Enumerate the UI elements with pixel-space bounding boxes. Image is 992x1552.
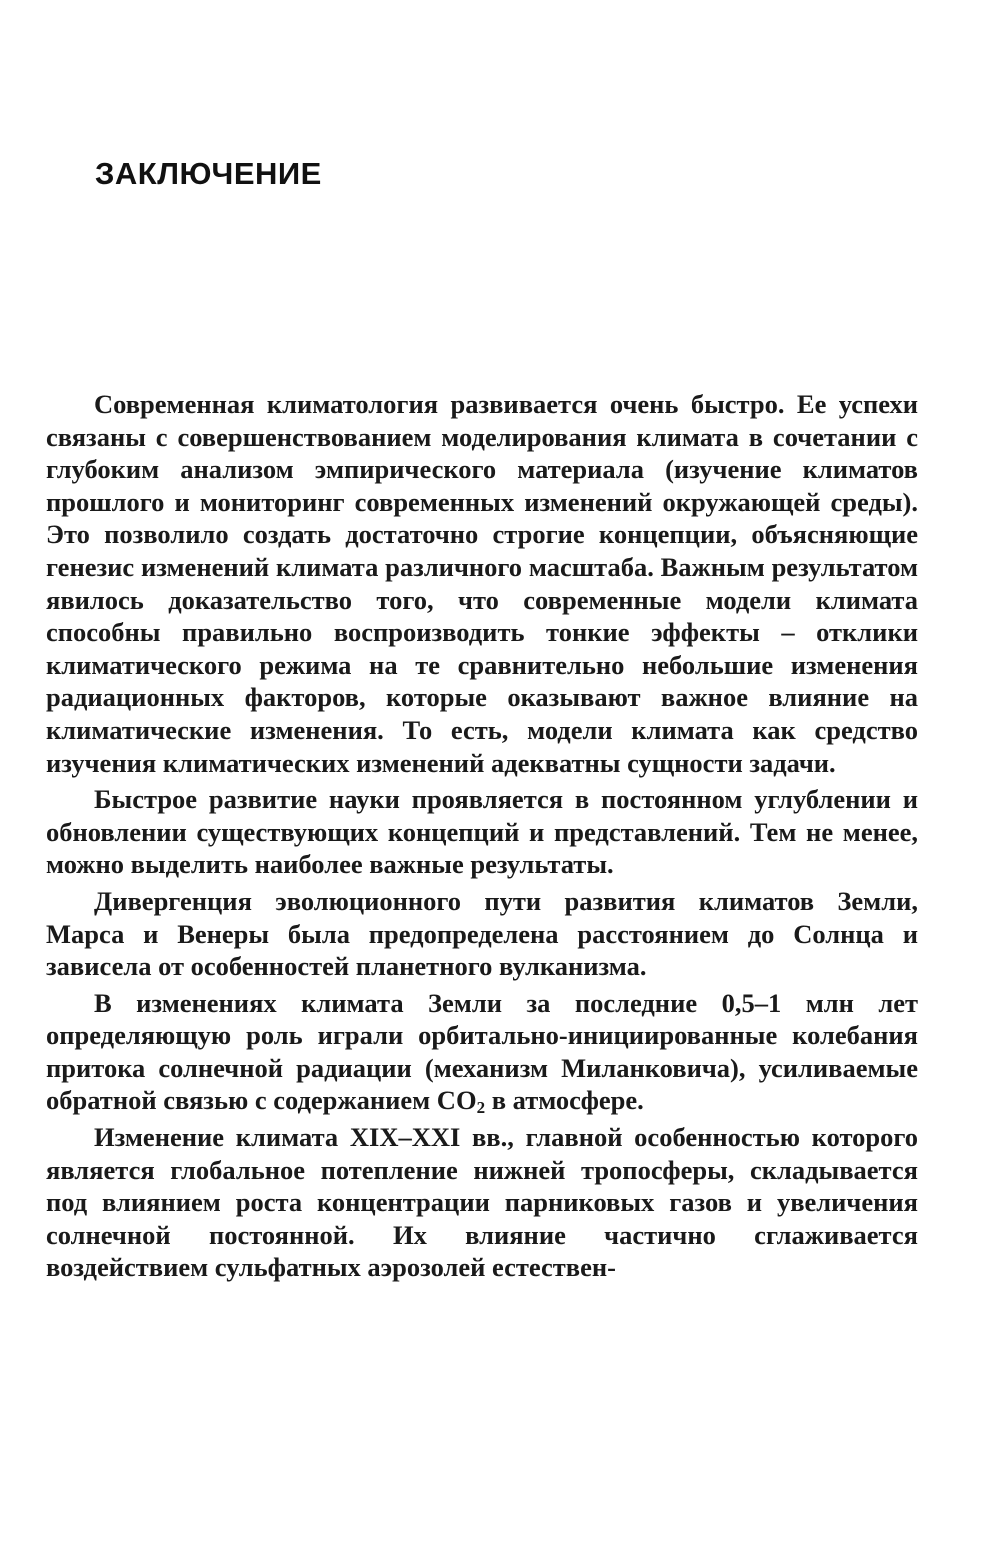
paragraph-4-text-after: в атмосфере. bbox=[485, 1085, 644, 1116]
paragraph-4 bbox=[46, 987, 918, 1117]
chapter-heading: ЗАКЛЮЧЕНИЕ bbox=[95, 156, 322, 191]
paragraph-1: Современная климатология развивается очень быстро. Ее успехи связаны с совершенствованием моделирования климата в сочетании с глубоким анализом эмпирического материала (изучение климатов прошлого и мониторинг современных изменений окружающей среды). Это позволило создать достаточно строгие концепции, объясняющие генезис изменений климата различного масштаба. Важным результатом явилось доказательство того, что современные модели климата способны правильно воспроизводить тонкие эффекты – отклики климатического режима на те сравнительно небольшие изменения радиационных факторов, которые оказывают важное влияние на климатические изменения. То есть, модели климата как средство изучения климатических изменений адекватны сущности задачи. bbox=[46, 389, 918, 778]
paragraph-2: Быстрое развитие науки проявляется в постоянном углублении и обновлении существующих концепций и представлений. Тем не менее, можно выделить наиболее важные результаты. bbox=[46, 784, 918, 880]
paragraph-4-text-before: В изменениях климата Земли за последние 0,5–1 млн лет определяющую роль играли орбитально-инициированные колебания притока солнечной радиации (механизм Миланковича), усиливаемые обратной связью с содержанием CO bbox=[46, 987, 918, 1116]
body-text bbox=[46, 388, 918, 1284]
co2-subscript: 2 bbox=[476, 1098, 486, 1118]
paragraph-5: Изменение климата XIX–XXI вв., главной особенностью которого является глобальное потепление нижней тропосферы, складывается под влиянием роста концентрации парниковых газов и увеличения солнечной постоянной. Их влияние частично сглаживается воздействием сульфатных аэрозолей естествен- bbox=[46, 1122, 918, 1283]
paragraph-3: Дивергенция эволюционного пути развития климатов Земли, Марса и Венеры была предопределена расстоянием до Солнца и зависела от особенностей планетного вулканизма. bbox=[46, 885, 918, 982]
